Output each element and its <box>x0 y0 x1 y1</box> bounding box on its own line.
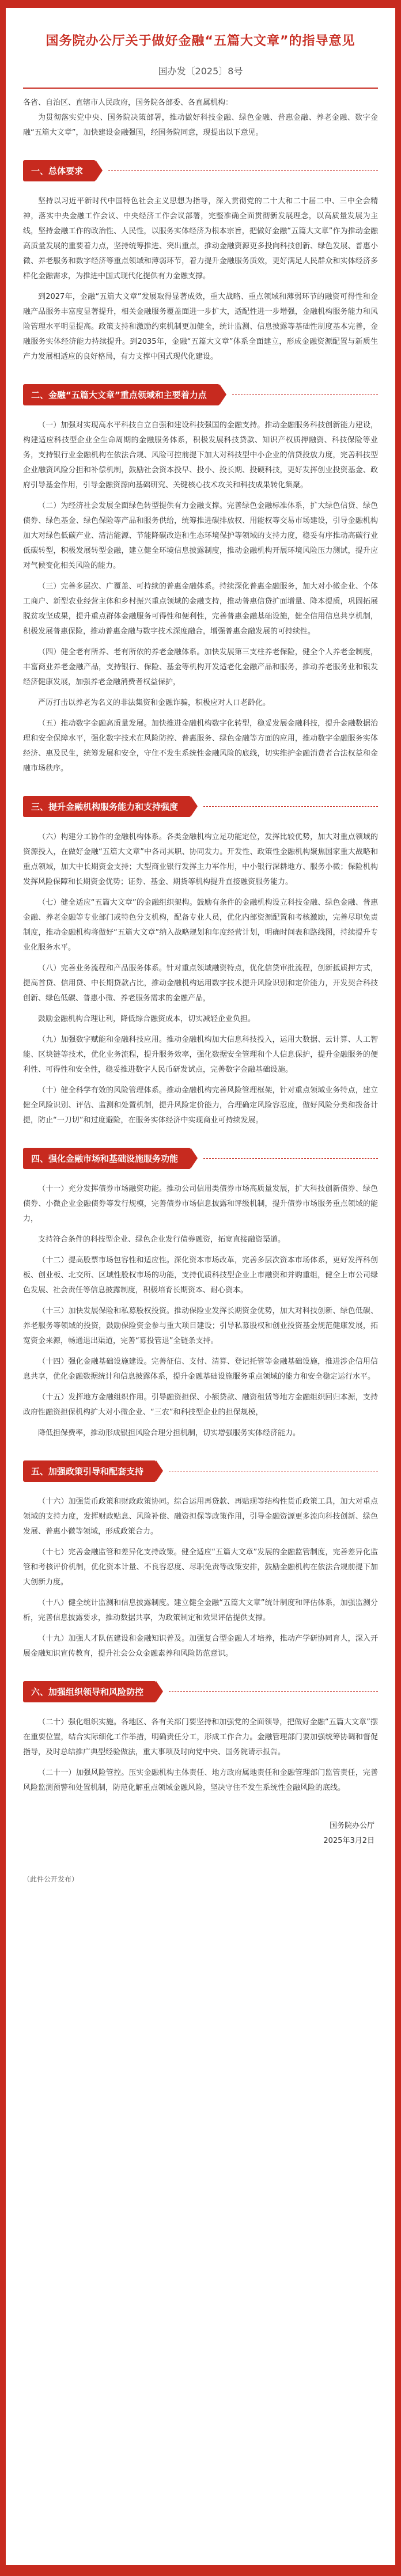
section-heading-label: 一、总体要求 <box>23 160 96 181</box>
addressee: 各省、自治区、直辖市人民政府，国务院各部委、各直属机构： <box>23 98 233 107</box>
section <box>6 384 395 776</box>
body-paragraph: （八）完善业务流程和产品服务体系。针对重点领域融资特点，优化信贷审批流程，创新抵质押方式，提高首贷、信用贷、中长期贷款占比，推动金融机构运用数字技术提升风险识别和定价能力，开发契合科技创新、绿色低碳、普惠小微、养老服务需求的金融产品， <box>23 964 378 1003</box>
section <box>6 160 395 365</box>
body-paragraph: （十七）完善金融监管和差异化支持政策。健全适应“五篇大文章”发展的金融监管制度，完善差异化监管和考核评价机制，优化资本计量、不良容忍度、尽职免责等政策安排，鼓励金融机构在依法合规前提下加大创新力度。 <box>23 1548 378 1587</box>
body-paragraph: （二十）强化组织实施。各地区、各有关部门要坚持和加强党的全面领导，把做好金融“五篇大文章”摆在重要位置，结合实际细化工作举措，明确责任分工，形成工作合力。金融管理部门要加强统筹协调和督促指导，及时总结推广典型经验做法，重大事项及时向党中央、国务院请示报告。 <box>23 1718 378 1756</box>
section <box>6 1148 395 1441</box>
body-paragraph: （三）完善多层次、广覆盖、可持续的普惠金融体系。持续深化普惠金融服务，加大对小微企业、个体工商户、新型农业经营主体和乡村振兴重点领域的金融支持，推动普惠信贷扩面增量、降本提质，巩固拓展脱贫攻坚成果，提升重点群体金融服务可得性和便利性，完善普惠金融基础设施，健全信用信息共享机制，积极发展普惠保险，推动普惠金融与数字技术深度融合，增强普惠金融发展的可持续性。 <box>23 582 378 636</box>
signature-date: 2025年3月2日 <box>323 1837 374 1845</box>
section-heading <box>23 1681 378 1702</box>
body-paragraph: （二）为经济社会发展全面绿色转型提供有力金融支撑。完善绿色金融标准体系，扩大绿色信贷、绿色债券、绿色基金、绿色保险等产品和服务供给，统筹推进碳排放权、用能权等交易市场建设，引导金融机构加大对绿色低碳产业、清洁能源、节能降碳改造和生态环境保护等领域的支持力度，稳妥有序推动高碳行业低碳转型，积极发展转型金融，建立健全环境信息披露制度，推动金融机构开展环境风险压力测试，提升应对气候变化相关风险的能力。 <box>23 502 378 570</box>
highlighted-paragraph: 严厉打击以养老为名义的非法集资和金融诈骗，积极应对人口老龄化。 <box>38 699 271 707</box>
highlighted-paragraph: 鼓励金融机构合理让利，降低综合融资成本，切实减轻企业负担。 <box>38 1015 256 1023</box>
body-paragraph: （十六）加强货币政策和财政政策协同。综合运用再贷款、再贴现等结构性货币政策工具，加大对重点领域的支持力度，发挥财政贴息、风险补偿、融资担保等政策作用，引导金融资源更多流向科技创新、绿色发展、普惠小微等领域，形成政策合力。 <box>23 1497 378 1536</box>
body-paragraph: 坚持以习近平新时代中国特色社会主义思想为指导，深入贯彻党的二十大和二十届二中、三中全会精神，落实中央金融工作会议、中央经济工作会议部署，完整准确全面贯彻新发展理念，以高质量发展为主线，坚持金融工作的政治性、人民性，以服务实体经济为根本宗旨，把做好金融“五篇大文章”作为推动金融高质量发展的重要着力点，坚持统筹推进、突出重点，推动金融资源更多投向科技创新、绿色发展、普惠小微、养老服务和数字经济等重点领域和薄弱环节，着力提升金融服务质效，更好满足人民群众和实体经济多样化金融需求，为推进中国式现代化提供有力金融支撑。 <box>23 197 378 280</box>
signature-block <box>6 1819 374 1849</box>
body-paragraph: （十二）提高股票市场包容性和适应性。深化资本市场改革，完善多层次资本市场体系，更好发挥科创板、创业板、北交所、区域性股权市场的功能，支持优质科技型企业上市融资和并购重组，健全上市公司绿色发展、社会责任等信息披露制度，积极培育长期资本、耐心资本。 <box>23 1256 378 1295</box>
section <box>6 1460 395 1661</box>
body-paragraph: （十）健全科学有效的风险管理体系。推动金融机构完善风险管理框架，针对重点领域业务特点，建立健全风险识别、评估、监测和处置机制，提升风险定价能力，合理确定风险容忍度，做好风险分类和拨备计提，防止“一刀切”和过度避险，在服务实体经济中实现商业可持续发展。 <box>23 1086 378 1125</box>
signature-issuer: 国务院办公厅 <box>329 1822 374 1830</box>
sections-container <box>6 160 395 1796</box>
section <box>6 1681 395 1796</box>
body-paragraph: （七）健全适应“五篇大文章”的金融组织架构。鼓励有条件的金融机构设立科技金融、绿色金融、普惠金融、养老金融等专业部门或特色分支机构，配备专业人员，优化内部资源配置和考核激励，完善尽职免责制度，推动金融机构将做好“五篇大文章”纳入战略规划和年度经营计划，明确时间表和路线图，持续提升专业化服务水平。 <box>23 898 378 952</box>
section-heading-label: 四、强化金融市场和基础设施服务功能 <box>23 1148 191 1169</box>
body-paragraph: （六）构建分工协作的金融机构体系。各类金融机构立足功能定位，发挥比较优势，加大对重点领域的资源投入，在做好金融“五篇大文章”中各司其职、协同发力。开发性、政策性金融机构聚焦国家重大战略和重点领域，加大中长期资金支持；大型商业银行发挥主力军作用，中小银行深耕地方、服务小微；保险机构发挥风险保障和长期资金优势；证券、基金、期货等机构提升直接融资服务能力。 <box>23 833 378 886</box>
body-paragraph: （九）加强数字赋能和金融科技应用。推动金融机构加大信息科技投入，运用大数据、云计算、人工智能、区块链等技术，优化业务流程，提升服务效率，强化数据安全管理和个人信息保护，提升金融服务的便利性、可得性和安全性，稳妥推进数字人民币研发试点，完善数字金融基础设施。 <box>23 1035 378 1074</box>
intro-paragraph: 为贯彻落实党中央、国务院决策部署，推动做好科技金融、绿色金融、普惠金融、养老金融、数字金融“五篇大文章”，加快建设金融强国，经国务院同意，现提出以下意见。 <box>23 113 378 137</box>
intro <box>6 111 395 141</box>
section-heading <box>23 796 378 817</box>
section-heading <box>23 160 378 181</box>
body-paragraph: （十八）健全统计监测和信息披露制度。建立健全金融“五篇大文章”统计制度和评估体系，加强监测分析，完善信息披露要求，推动数据共享，为政策制定和效果评估提供支撑。 <box>23 1599 378 1622</box>
section-heading-rule <box>203 806 378 807</box>
section-heading-rule <box>203 1158 378 1159</box>
body-paragraph: （五）推动数字金融高质量发展。加快推进金融机构数字化转型，稳妥发展金融科技，提升金融数据治理和安全保障水平，强化数字技术在风险防控、普惠服务、绿色金融等方面的应用，推动数字金融服务实体经济、惠及民生，统筹发展和安全，守住不发生系统性金融风险的底线，切实维护金融消费者合法权益和金融市场秩序。 <box>23 719 378 773</box>
document-number: 国办发〔2025〕8号 <box>158 66 243 77</box>
page-title: 国务院办公厅关于做好金融“五篇大文章”的指导意见 <box>46 34 355 48</box>
body-paragraph: （二十一）加强风险管控。压实金融机构主体责任、地方政府属地责任和金融管理部门监管责任，完善风险监测预警和处置机制，防范化解重点领域金融风险，坚决守住不发生系统性金融风险的底线。 <box>23 1769 378 1792</box>
section-heading-label: 二、金融“五篇大文章”重点领域和主要着力点 <box>23 384 220 405</box>
body-paragraph: （十九）加强人才队伍建设和金融知识普及。加强复合型金融人才培养，推动产学研协同育人，深入开展金融知识宣传教育，提升社会公众金融素养和风险防范意识。 <box>23 1634 378 1658</box>
section-heading-rule <box>108 170 378 171</box>
publication-note: （此件公开发布） <box>23 1875 79 1883</box>
section-heading-rule <box>232 394 378 395</box>
highlighted-paragraph: 支持符合条件的科技型企业、绿色企业发行债券融资，拓宽直接融资渠道。 <box>38 1235 286 1244</box>
body-paragraph: 到2027年，金融“五篇大文章”发展取得显著成效，重大战略、重点领域和薄弱环节的融资可得性和金融产品服务丰富度显著提升，相关金融服务覆盖面进一步扩大，适配性进一步增强，金融机构服务能力和风险管理水平明显提高。政策支持和激励约束机制更加健全，统计监测、信息披露等基础性制度基本完善，金融服务实体经济能力持续提升。到2035年，金融“五篇大文章”体系全面建立，形成金融资源配置与新质生产力发展相适应的良好格局，有力支撑中国式现代化建设。 <box>23 293 378 361</box>
section <box>6 796 395 1128</box>
body-paragraph: （一）加强对实现高水平科技自立自强和建设科技强国的金融支持。推动金融服务科技创新能力建设，构建适应科技型企业全生命周期的金融服务体系，积极发展科技贷款、知识产权质押融资、科技保险等业务，支持银行业金融机构在依法合规、风险可控前提下加大对科技型中小企业的信贷投放力度，完善科技型企业融资风险分担和补偿机制，鼓励社会资本投早、投小、投长期、投硬科技，更好发挥创业投资基金、政府引导基金作用，引导金融资源向基础研究、关键核心技术攻关和科技成果转化集聚。 <box>23 421 378 490</box>
highlighted-paragraph: 降低担保费率，推动形成银担风险合理分担机制，切实增强服务实体经济能力。 <box>38 1429 301 1437</box>
body-paragraph: （十五）发挥地方金融组织作用。引导融资担保、小额贷款、融资租赁等地方金融组织回归本源，支持政府性融资担保机构扩大对小微企业、“三农”和科技型企业的担保规模， <box>23 1393 378 1417</box>
body-paragraph: （四）健全老有所养、老有所依的养老金融体系。加快发展第三支柱养老保险，健全个人养老金制度，丰富商业养老金融产品，支持银行、保险、基金等机构开发适老化金融产品和服务，推动养老服务业和银发经济健康发展，加强养老金融消费者权益保护， <box>23 648 378 686</box>
section-heading-label: 六、加强组织领导和风险防控 <box>23 1681 156 1702</box>
body-paragraph: （十三）加快发展保险和私募股权投资。推动保险业发挥长期资金优势，加大对科技创新、绿色低碳、养老服务等领域的投资，鼓励保险资金参与重大项目建设；引导私募股权和创业投资基金规范健康发展，拓宽资金来源，畅通退出渠道，完善“募投管退”全链条支持。 <box>23 1307 378 1345</box>
section-heading <box>23 1460 378 1482</box>
body-paragraph: （十四）强化金融基础设施建设。完善征信、支付、清算、登记托管等金融基础设施，推进涉企信用信息共享，优化金融数据统计和信息披露体系，提升金融基础设施服务重点领域的能力和安全稳定运行水平。 <box>23 1357 378 1381</box>
body-paragraph: （十一）充分发挥债券市场融资功能。推动公司信用类债券市场高质量发展，扩大科技创新债券、绿色债券、小微企业金融债券等发行规模，完善债券市场信息披露和评级机制，提升债券市场服务重点领域的能力， <box>23 1185 378 1223</box>
section-heading <box>23 1148 378 1169</box>
section-heading <box>23 384 378 405</box>
section-heading-rule <box>169 1691 378 1692</box>
red-divider <box>23 88 378 89</box>
section-heading-label: 三、提升金融机构服务能力和支持强度 <box>23 796 191 817</box>
section-heading-label: 五、加强政策引导和配套支持 <box>23 1460 156 1482</box>
document-page <box>6 8 395 2565</box>
